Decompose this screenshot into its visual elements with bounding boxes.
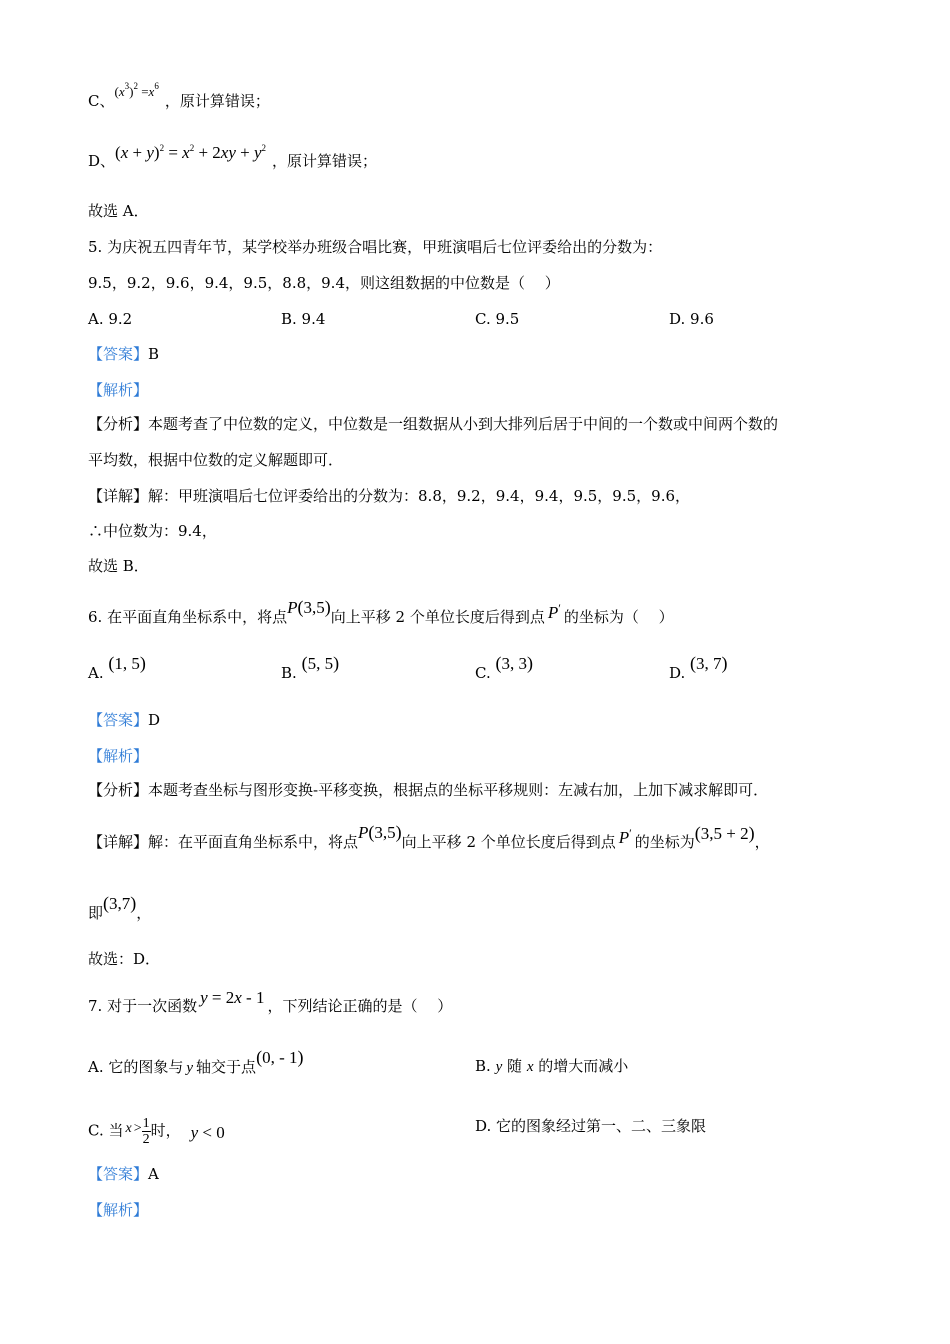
q5-stem-line1: 5. 为庆祝五四青年节，某学校举办班级合唱比赛，甲班演唱后七位评委给出的分数为： — [88, 238, 663, 256]
q5-fenxi-line1: 【分析】本题考查了中位数的定义，中位数是一组数据从小到大排列后居于中间的一个数或中间两个数的 — [88, 415, 779, 433]
q4-option-d-formula: $(x + y)^2 = x^2 + 2xy + y^2$ — [115, 143, 267, 162]
answer-tag: 【答案】 — [88, 345, 149, 363]
q7-function: y = 2x - 1 — [200, 988, 265, 1007]
q7-option-c-inequality: y < 0 — [190, 1122, 225, 1142]
answer-tag: 【答案】 — [88, 711, 149, 729]
analysis-tag: 【解析】 — [88, 747, 149, 765]
q7-option-c: C. 当 x > $\frac{1}{2}$ 时， y < 0 — [88, 1116, 225, 1147]
q5-analysis-heading — [88, 380, 148, 400]
q4-option-c-formula: $(x^3)^2 =x^6$ — [114, 81, 159, 99]
q7-option-c-fraction: $\frac{1}{2}$ — [142, 1116, 150, 1147]
q7-option-b: B. y 随 x 的增大而减小 — [475, 1057, 629, 1075]
q5-conclusion: 故选 B． — [88, 557, 149, 575]
q6-ji: 即(3,7)， — [88, 893, 152, 922]
q6-point-p: P(3,5) — [287, 597, 331, 617]
q4-conclusion: 故选 A． — [88, 202, 149, 220]
q6-detail-point-p-prime: P′ — [618, 826, 632, 847]
q5-answer: 【答案】B — [88, 345, 160, 363]
q4-option-d: D、$(x + y)^2 = x^2 + 2xy + y^2$，原计算错误； — [88, 143, 378, 170]
q7-stem: 7. 对于一次函数 y = 2x - 1 ，下列结论正确的是（ ） — [88, 988, 453, 1015]
q5-option-d: D. 9.6 — [669, 310, 714, 328]
q7-option-a-point: (0, - 1) — [256, 1047, 304, 1067]
q6-answer: 【答案】D — [88, 711, 161, 729]
q6-option-a: A. (1, 5) — [88, 653, 146, 682]
q5-option-c: C. 9.5 — [475, 310, 520, 328]
q6-detail: 【详解】解：在平面直角坐标系中，将点P(3,5)向上平移 2 个单位长度后得到点 P′ 的坐标为(3,5 + 2)， — [88, 822, 770, 851]
q6-fenxi: 【分析】本题考查坐标与图形变换-平移变换，根据点的坐标平移规则：左减右加，上加下减求解即可． — [88, 781, 769, 799]
q6-ji-point: (3,7) — [103, 893, 137, 913]
q5-option-b: B. 9.4 — [281, 310, 326, 328]
q6-option-d: D. (3, 7) — [669, 653, 728, 682]
q6-detail-result: (3,5 + 2) — [694, 823, 755, 843]
q5-detail-line1: 【详解】解：甲班演唱后七位评委给出的分数为：8.8，9.2，9.4，9.4，9.5，9.5，9.6， — [88, 487, 691, 505]
q4-option-c: C、$(x^3)^2 =x^6$，原计算错误； — [88, 81, 270, 110]
q5-option-a: A. 9.2 — [88, 310, 133, 328]
q7-option-a: A. 它的图象与 y 轴交于点(0, - 1) — [88, 1047, 304, 1076]
q6-option-c: C. (3, 3) — [475, 653, 533, 682]
q5-stem-line2: 9.5，9.2，9.6，9.4，9.5，8.8，9.4，则这组数据的中位数是（ ） — [88, 274, 560, 292]
q6-option-b: B. (5, 5) — [281, 653, 340, 682]
q7-answer: 【答案】A — [88, 1165, 159, 1183]
q5-detail-line2: ∴中位数为：9.4， — [88, 522, 217, 540]
q7-analysis-heading — [88, 1200, 148, 1220]
analysis-tag: 【解析】 — [88, 1201, 149, 1219]
answer-tag: 【答案】 — [88, 1165, 149, 1183]
q6-point-p-prime: P′ — [547, 601, 561, 622]
q7-option-d: D. 它的图象经过第一、二、三象限 — [475, 1117, 707, 1135]
q6-detail-point-p: P(3,5) — [358, 822, 402, 842]
q5-fenxi-line2: 平均数，根据中位数的定义解题即可． — [88, 451, 344, 469]
q6-analysis-heading — [88, 746, 148, 766]
q6-conclusion: 故选：D． — [88, 950, 161, 968]
q6-stem: 6. 在平面直角坐标系中，将点P(3,5)向上平移 2 个单位长度后得到点 P′ 的坐标为（ ） — [88, 597, 674, 626]
analysis-tag: 【解析】 — [88, 381, 149, 399]
